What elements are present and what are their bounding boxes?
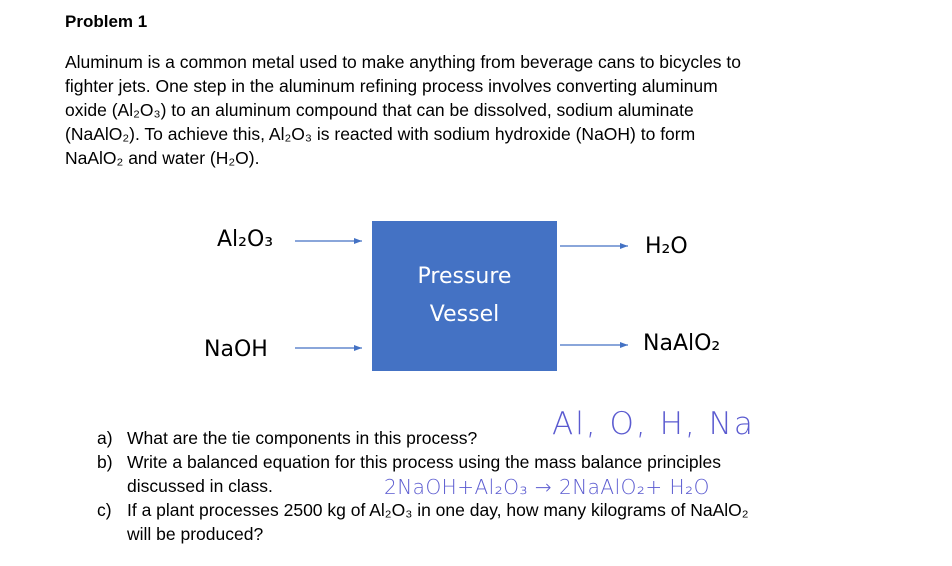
question-letter: c)	[97, 500, 112, 520]
question-text: discussed in class.	[127, 476, 273, 496]
question-text: Write a balanced equation for this process using the mass balance principles	[127, 452, 722, 472]
question-text: If a plant processes 2500 kg of Al₂O₃ in one day, how many kilograms of NaAlO₂	[127, 500, 749, 520]
intro-line: NaAlO₂ and water (H₂O).	[65, 148, 260, 168]
problem-title: Problem 1	[65, 12, 148, 31]
vessel-label-line: Vessel	[429, 302, 500, 327]
question-text: will be produced?	[127, 524, 264, 544]
question-a	[97, 426, 877, 450]
handwritten-answer-a: Al, O, H, Na	[552, 406, 755, 442]
question-text: What are the tie components in this process?	[127, 428, 478, 448]
intro-line: (NaAlO₂). To achieve this, Al₂O₃ is reacted with sodium hydroxide (NaOH) to form	[65, 124, 696, 144]
question-c	[97, 498, 877, 546]
question-letter: a)	[97, 428, 113, 448]
input-label-al2o3: Al₂O₃	[217, 227, 274, 252]
intro-line: fighter jets. One step in the aluminum refining process involves converting aluminum	[65, 76, 718, 96]
pressure-vessel	[372, 221, 557, 371]
intro-line: Aluminum is a common metal used to make anything from beverage cans to bicycles to	[65, 52, 742, 72]
vessel-label-line: Pressure	[417, 264, 512, 289]
output-label-h2o: H₂O	[645, 234, 688, 259]
output-label-naalo2: NaAlO₂	[643, 331, 721, 356]
intro-line: oxide (Al₂O₃) to an aluminum compound that can be dissolved, sodium aluminate	[65, 100, 694, 120]
question-letter: b)	[97, 452, 113, 472]
input-label-naoh: NaOH	[204, 337, 268, 362]
handwritten-answer-b: 2NaOH+Al₂O₃ → 2NaAlO₂+ H₂O	[384, 475, 710, 499]
